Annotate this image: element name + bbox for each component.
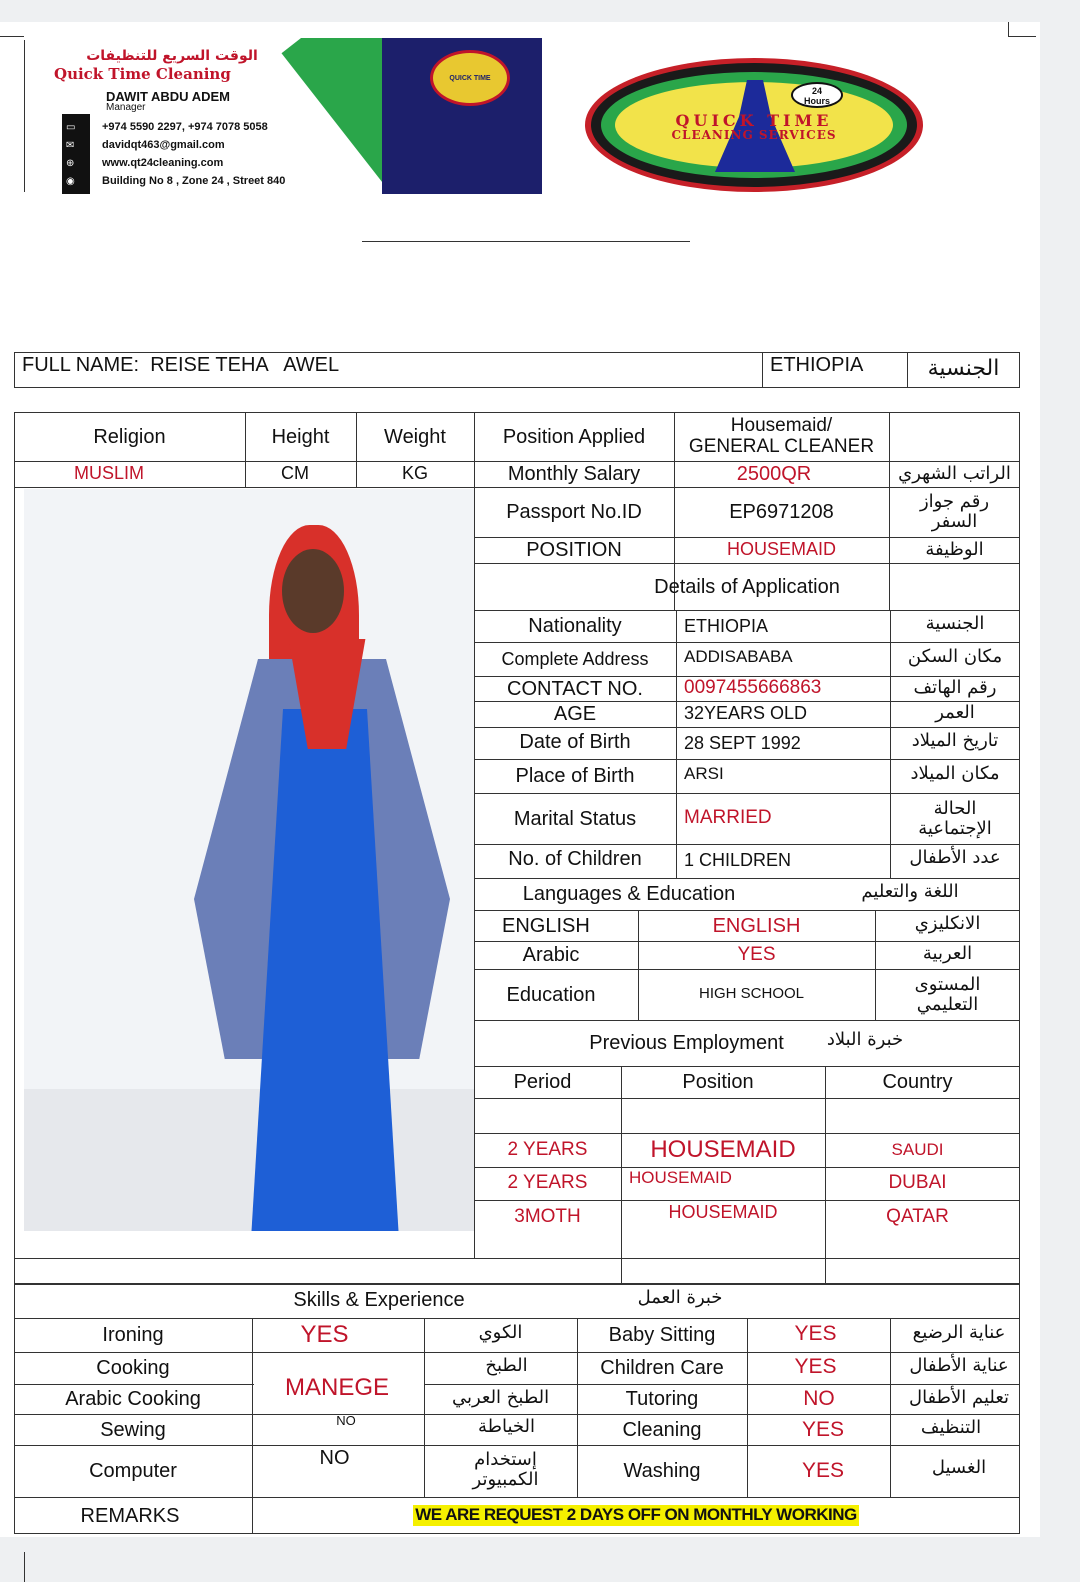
- skill-ar: تعليم الأطفال: [908, 1387, 1010, 1409]
- web-icon: ⊕: [66, 158, 75, 169]
- salary-label: Monthly Salary: [507, 463, 641, 485]
- card-company: Quick Time Cleaning: [54, 65, 231, 83]
- employment-position: HOUSEMAID: [650, 1135, 796, 1163]
- skill-ar: التنظيف: [920, 1417, 982, 1439]
- position-ar: الوظيفة: [925, 539, 984, 561]
- card-web: www.qt24cleaning.com: [102, 157, 224, 169]
- full-name-value: REISE TEHA AWEL: [150, 354, 340, 376]
- skill-label: Sewing: [100, 1418, 166, 1441]
- phone-icon: ▭: [66, 122, 76, 133]
- detail-value: ETHIOPIA: [684, 616, 769, 637]
- margin-mark: [1008, 36, 1036, 37]
- skill-label: Ironing: [102, 1324, 164, 1346]
- margin-mark: [24, 1552, 25, 1582]
- skills-title-ar: خبرة العمل: [637, 1287, 723, 1309]
- detail-ar: عدد الأطفال: [909, 847, 1001, 869]
- language-value: ENGLISH: [712, 914, 801, 937]
- language-ar: الانكليزي: [914, 912, 981, 934]
- education-value: HIGH SCHOOL: [698, 985, 804, 1003]
- passport-value: EP6971208: [729, 501, 834, 523]
- employment-country: SAUDI: [891, 1139, 944, 1159]
- employment-country: DUBAI: [888, 1172, 947, 1194]
- employment-position: HOUSEMAID: [629, 1167, 732, 1187]
- employment-period: 2 YEARS: [507, 1172, 588, 1194]
- language-label: Arabic: [522, 944, 580, 966]
- skill-value: NO: [336, 1412, 356, 1428]
- skill-value: YES: [300, 1320, 349, 1348]
- employment-period: 3MOTH: [514, 1205, 581, 1227]
- card-icons: [66, 119, 75, 191]
- skill-ar: الخياطة: [478, 1416, 535, 1438]
- salary-value: 2500QR: [736, 463, 812, 485]
- skill-ar: الطبخ العربي: [451, 1387, 550, 1409]
- company-logo: [585, 58, 923, 192]
- detail-ar: تاريخ الميلاد: [911, 730, 999, 752]
- religion-label: Religion: [93, 425, 166, 448]
- detail-ar: مكان الميلاد: [910, 763, 1000, 785]
- education-ar: المستوى التعليمي: [914, 973, 981, 1015]
- detail-label: Place of Birth: [515, 765, 635, 787]
- employment-header-position: Position: [682, 1071, 754, 1093]
- skill-value: YES: [801, 1417, 845, 1441]
- detail-value: 1 CHILDREN: [684, 850, 792, 871]
- detail-value: MARRIED: [684, 807, 772, 829]
- height-value: CM: [281, 463, 309, 484]
- business-card: [52, 38, 542, 194]
- details-title: Details of Application: [654, 575, 840, 598]
- detail-label: CONTACT NO.: [507, 677, 643, 700]
- full-body-photo: [24, 489, 474, 1231]
- education-label: Education: [506, 983, 596, 1006]
- card-address: Building No 8 , Zone 24 , Street 840: [102, 175, 286, 187]
- margin-mark: [24, 40, 25, 192]
- card-arabic-name: الوقت السريع للتنظيفات: [86, 48, 258, 64]
- skill-value: YES: [794, 1322, 837, 1346]
- skill-ar: الغسيل: [931, 1457, 987, 1479]
- hours-word: Hours: [803, 96, 830, 106]
- skill-label: Children Care: [600, 1357, 724, 1379]
- margin-mark: [1008, 22, 1009, 36]
- remarks-value: WE ARE REQUEST 2 DAYS OFF ON MONTHLY WORKING: [415, 1505, 857, 1525]
- detail-label: No. of Children: [508, 848, 642, 870]
- employment-position: HOUSEMAID: [668, 1202, 778, 1223]
- skill-ar: الطبخ: [485, 1355, 528, 1377]
- skill-label: Washing: [623, 1460, 701, 1482]
- employment-title: Previous Employment: [589, 1032, 784, 1054]
- title-underline: [362, 241, 690, 242]
- passport-ar: رقم جواز السفر: [919, 491, 990, 532]
- skill-ar: الكوي: [478, 1322, 523, 1344]
- hours-badge: [791, 82, 843, 108]
- language-label: ENGLISH: [502, 914, 590, 937]
- weight-label: Weight: [384, 425, 446, 448]
- employment-country: QATAR: [886, 1205, 949, 1227]
- salary-ar: الراتب الشهري: [898, 463, 1011, 485]
- height-label: Height: [271, 425, 330, 448]
- detail-ar: العمر: [935, 702, 975, 724]
- detail-label: Nationality: [528, 615, 622, 637]
- skill-label: Tutoring: [625, 1388, 699, 1410]
- passport-label: Passport No.ID: [506, 501, 642, 523]
- skill-label: Cleaning: [622, 1418, 702, 1441]
- hours-number: 24: [811, 86, 822, 96]
- detail-value: 28 SEPT 1992: [684, 733, 801, 754]
- logo-line2: CLEANING SERVICES: [671, 128, 837, 142]
- detail-label: AGE: [553, 703, 597, 725]
- skill-ar: إستخدام الكمبيوتر: [472, 1449, 539, 1490]
- language-value: YES: [737, 943, 776, 965]
- languages-title: Languages & Education: [522, 883, 736, 905]
- weight-value: KG: [401, 463, 428, 484]
- skill-value: MANEGE: [284, 1373, 389, 1401]
- card-badge-text: QUICK TIME: [449, 74, 491, 82]
- detail-ar: الحالة الإجتماعية: [918, 797, 992, 839]
- detail-value: ARSI: [684, 763, 724, 783]
- skill-label: Cooking: [96, 1357, 170, 1379]
- detail-value: 0097455666863: [684, 677, 822, 699]
- skill-label: Computer: [89, 1460, 177, 1482]
- position-applied-value: Housemaid/ GENERAL CLEANER: [688, 414, 875, 457]
- position-value: HOUSEMAID: [726, 539, 836, 560]
- card-person: DAWIT ABDU ADEM: [106, 89, 230, 104]
- detail-ar: مكان السكن: [907, 646, 1003, 668]
- skill-ar: عناية الأطفال: [909, 1355, 1009, 1377]
- full-name-label: FULL NAME:: [22, 354, 140, 376]
- skill-label: Baby Sitting: [608, 1324, 716, 1346]
- header-nationality: ETHIOPIA: [770, 354, 864, 376]
- skills-title: Skills & Experience: [293, 1289, 465, 1311]
- detail-label: Marital Status: [513, 807, 637, 830]
- skill-value: NO: [319, 1447, 350, 1469]
- employment-title-ar: خبرة البلاد: [826, 1029, 904, 1051]
- languages-title-ar: اللغة والتعليم: [861, 881, 959, 903]
- location-icon: ◉: [66, 176, 75, 187]
- skill-value: YES: [801, 1459, 845, 1483]
- remarks-label: REMARKS: [80, 1504, 180, 1527]
- skill-label: Arabic Cooking: [65, 1388, 201, 1410]
- detail-label: Complete Address: [501, 649, 649, 670]
- skill-value: NO: [803, 1387, 835, 1411]
- religion-value: MUSLIM: [73, 463, 144, 484]
- employment-header-country: Country: [882, 1071, 953, 1093]
- employment-period: 2 YEARS: [507, 1138, 588, 1160]
- position-applied-label: Position Applied: [502, 425, 646, 448]
- logo-line1: QUICK TIME: [675, 111, 833, 130]
- skill-value: YES: [794, 1355, 837, 1379]
- card-email: davidqt463@gmail.com: [102, 139, 225, 151]
- header-nationality-ar: الجنسية: [927, 355, 1000, 381]
- detail-ar: رقم الهاتف: [913, 676, 997, 698]
- skill-ar: عناية الرضيع: [912, 1322, 1006, 1344]
- language-ar: العربية: [922, 943, 973, 965]
- margin-mark: [0, 36, 24, 37]
- detail-value: 32YEARS OLD: [684, 703, 808, 724]
- card-role: Manager: [106, 102, 146, 113]
- detail-value: ADDISABABA: [684, 646, 793, 666]
- detail-ar: الجنسية: [925, 613, 985, 635]
- full-name-field: [14, 352, 762, 378]
- employment-header-period: Period: [513, 1071, 572, 1093]
- remarks-cell: [252, 1497, 1020, 1534]
- position-label: POSITION: [526, 539, 622, 561]
- detail-label: Date of Birth: [519, 731, 631, 753]
- card-badge-logo: [430, 50, 510, 106]
- card-phone: +974 5590 2297, +974 7078 5058: [102, 121, 268, 133]
- mail-icon: ✉: [66, 140, 75, 151]
